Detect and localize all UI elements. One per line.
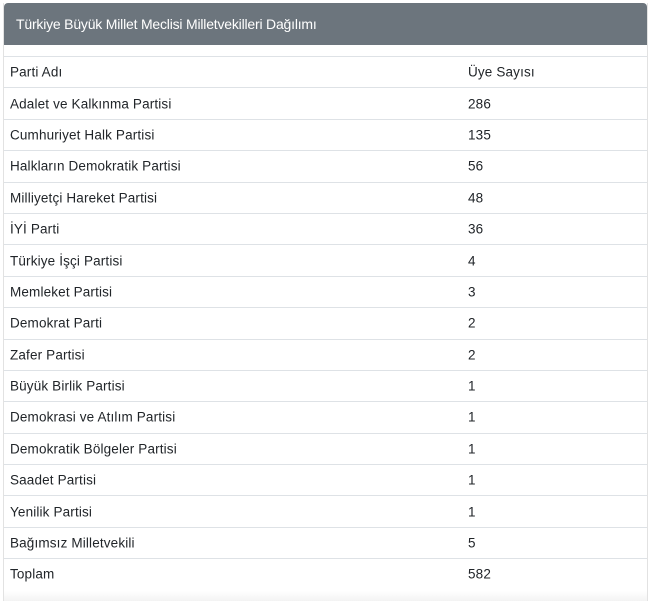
member-count: 3 <box>468 284 476 300</box>
member-count: 56 <box>468 158 484 174</box>
party-name: Saadet Partisi <box>10 472 97 488</box>
party-name: İYİ Parti <box>10 221 60 237</box>
party-name: Memleket Partisi <box>10 284 113 300</box>
member-count: 1 <box>468 409 476 425</box>
table-header-row <box>4 56 647 87</box>
party-name: Demokratik Bölgeler Partisi <box>10 441 177 457</box>
total-label: Toplam <box>10 566 55 582</box>
member-count: 1 <box>468 441 476 457</box>
member-count: 286 <box>468 96 491 112</box>
table-row <box>4 87 647 118</box>
table-total-row <box>4 558 647 589</box>
party-name: Türkiye İşçi Partisi <box>10 253 123 269</box>
panel-header <box>4 3 647 45</box>
table-row <box>4 339 647 370</box>
table-row <box>4 213 647 244</box>
party-name: Bağımsız Milletvekili <box>10 535 135 551</box>
party-name: Yenilik Partisi <box>10 504 93 520</box>
table-row <box>4 433 647 464</box>
table-row <box>4 495 647 526</box>
table-row <box>4 401 647 432</box>
table-row <box>4 527 647 558</box>
member-count: 1 <box>468 378 476 394</box>
member-count: 36 <box>468 221 484 237</box>
panel-title: Türkiye Büyük Millet Meclisi Milletvekilleri Dağılımı <box>16 16 317 32</box>
party-name: Halkların Demokratik Partisi <box>10 158 181 174</box>
party-name: Milliyetçi Hareket Partisi <box>10 190 158 206</box>
party-name: Büyük Birlik Partisi <box>10 378 125 394</box>
column-header-member-count: Üye Sayısı <box>468 64 535 80</box>
member-count: 1 <box>468 472 476 488</box>
member-count: 2 <box>468 315 476 331</box>
member-count: 2 <box>468 347 476 363</box>
member-count: 4 <box>468 253 476 269</box>
table-row <box>4 370 647 401</box>
table-row <box>4 182 647 213</box>
table-row <box>4 307 647 338</box>
table-row <box>4 244 647 275</box>
table-row <box>4 150 647 181</box>
panel-bottom-fade <box>4 591 647 601</box>
party-name: Demokrat Parti <box>10 315 103 331</box>
distribution-panel <box>3 3 648 601</box>
member-count: 1 <box>468 504 476 520</box>
member-count: 5 <box>468 535 476 551</box>
party-name: Demokrasi ve Atılım Partisi <box>10 409 176 425</box>
table-row <box>4 276 647 307</box>
total-count: 582 <box>468 566 491 582</box>
party-name: Adalet ve Kalkınma Partisi <box>10 96 172 112</box>
table-row <box>4 119 647 150</box>
party-name: Cumhuriyet Halk Partisi <box>10 127 155 143</box>
table-row <box>4 464 647 495</box>
column-header-party-name: Parti Adı <box>10 64 63 80</box>
party-name: Zafer Partisi <box>10 347 85 363</box>
member-count: 135 <box>468 127 491 143</box>
party-table <box>4 56 647 590</box>
member-count: 48 <box>468 190 484 206</box>
